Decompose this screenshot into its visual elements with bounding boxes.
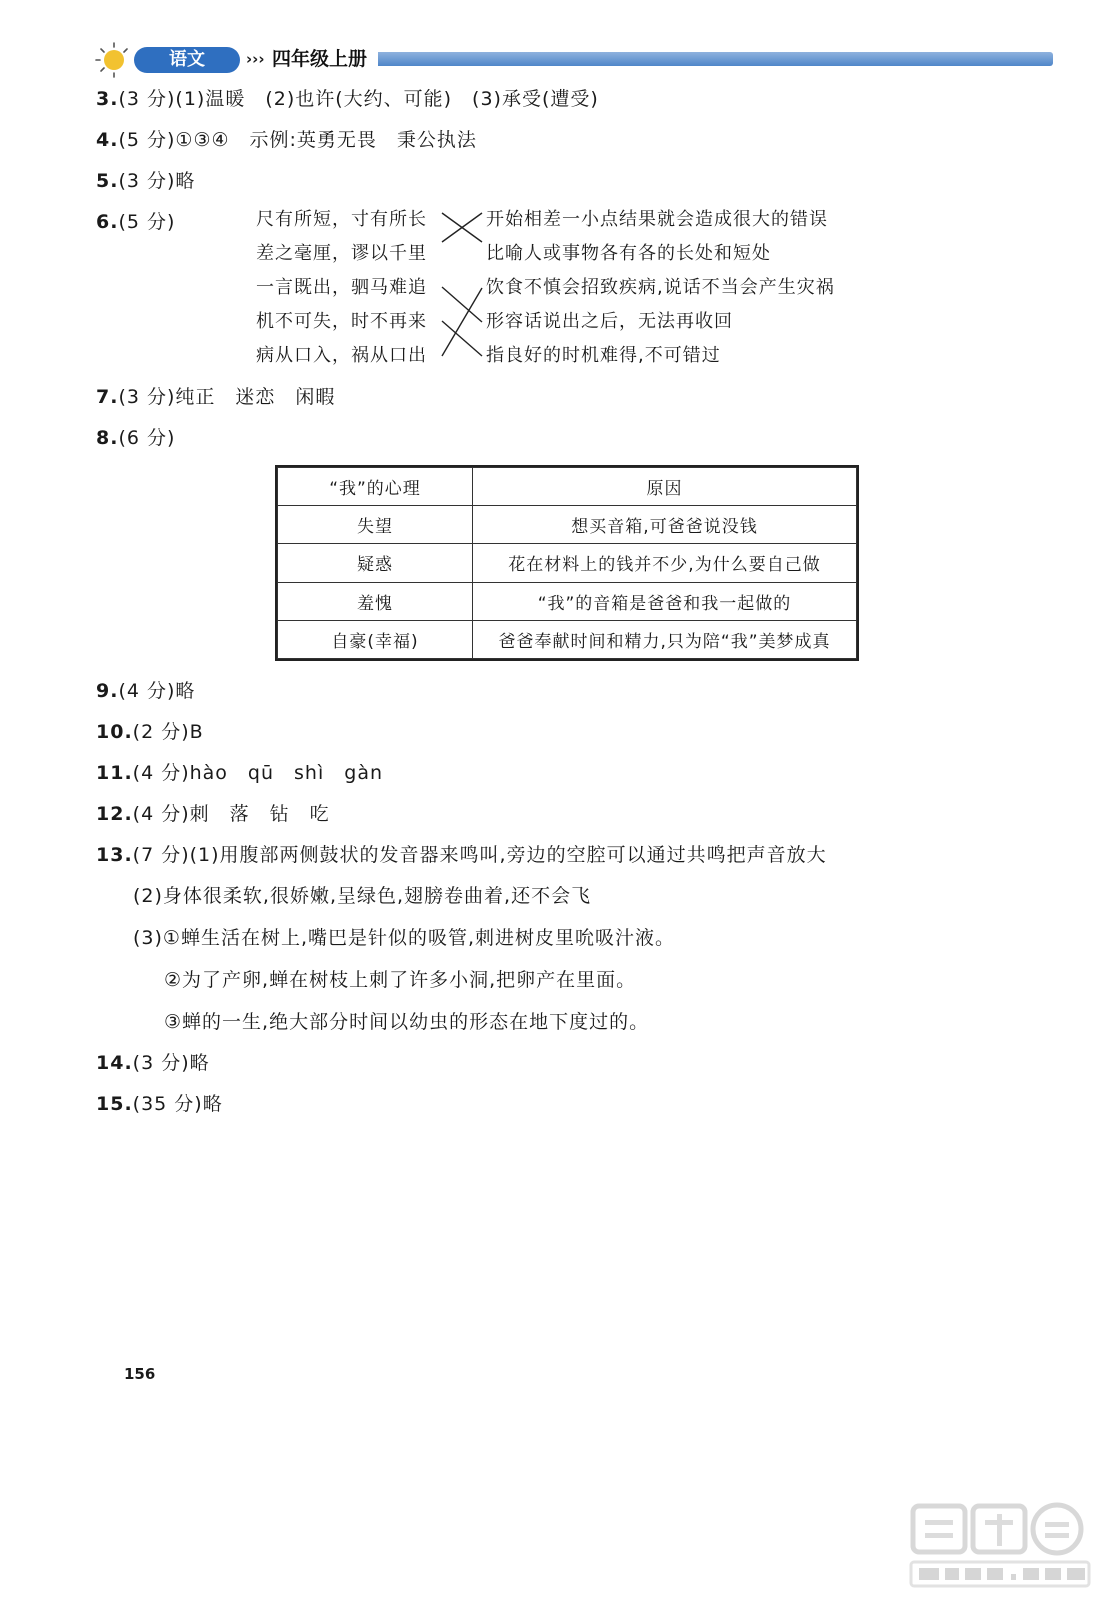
question-number: 3. — [96, 88, 119, 110]
answer-text: (6 分) — [118, 427, 176, 449]
answer-text: (4 分)hào qū shì gàn — [132, 762, 384, 784]
question-number: 6. — [96, 211, 119, 233]
question-number: 14. — [96, 1052, 133, 1074]
subject-badge: 语文 — [134, 47, 240, 73]
table-row — [278, 620, 857, 658]
answer-q13-part3: (3)①蝉生活在树上,嘴巴是针似的吸管,刺进树皮里吮吸汁液。 — [133, 927, 676, 949]
header-bar — [378, 52, 1053, 66]
question-number: 12. — [96, 803, 133, 825]
question-number: 5. — [96, 170, 119, 192]
answer-text: (2 分)B — [132, 721, 204, 743]
answer-q13-part3-3: ③蝉的一生,绝大部分时间以幼虫的形态在地下度过的。 — [164, 1011, 650, 1033]
answer-text: (7 分)(1)用腹部两侧鼓状的发音器来鸣叫,旁边的空腔可以通过共鸣把声音放大 — [132, 844, 827, 866]
table-row — [278, 506, 857, 544]
table-cell: 爸爸奉献时间和精力,只为陪“我”美梦成真 — [473, 620, 857, 658]
answer-q8 — [96, 425, 175, 451]
answer-q12 — [96, 801, 330, 827]
table-header: “我”的心理 — [278, 468, 473, 506]
chevron-icon: ››› — [246, 50, 265, 68]
answer-text: (3 分)略 — [118, 170, 196, 192]
answer-q6 — [96, 209, 175, 235]
meaning-right-4: 形容话说出之后，无法再收回 — [486, 311, 733, 332]
question-number: 9. — [96, 680, 119, 702]
answer-text: (5 分)①③④ 示例:英勇无畏 秉公执法 — [118, 129, 477, 151]
meaning-right-2: 比喻人或事物各有各的长处和短处 — [486, 243, 771, 264]
answer-text: (4 分)刺 落 钻 吃 — [132, 803, 330, 825]
meaning-right-1: 开始相差一小点结果就会造成很大的错误 — [486, 209, 828, 230]
answer-text: (3 分)(1)温暖 (2)也许(大约、可能) (3)承受(遭受) — [118, 88, 599, 110]
page-header — [88, 40, 1056, 78]
answer-q11 — [96, 760, 383, 786]
answer-text: (4 分)略 — [118, 680, 196, 702]
question-number: 7. — [96, 386, 119, 408]
answer-q14 — [96, 1050, 210, 1076]
answer-q13-part2: (2)身体很柔软,很娇嫩,呈绿色,翅膀卷曲着,还不会飞 — [133, 885, 592, 907]
matching-lines — [438, 205, 486, 375]
table-cell: 失望 — [278, 506, 473, 544]
question-number: 4. — [96, 129, 119, 151]
match-line-4-5 — [442, 321, 482, 356]
question-number: 10. — [96, 721, 133, 743]
answer-q10 — [96, 719, 204, 745]
meaning-right-3: 饮食不慎会招致疾病,说话不当会产生灾祸 — [486, 277, 835, 298]
watermark-logo — [905, 1500, 1095, 1592]
page-number: 156 — [124, 1365, 156, 1383]
table-cell: 花在材料上的钱并不少,为什么要自己做 — [473, 544, 857, 582]
table-header-row — [278, 468, 857, 506]
table-row — [278, 544, 857, 582]
answer-text: (3 分)纯正 迷恋 闲暇 — [118, 386, 336, 408]
idiom-left-1: 尺有所短，寸有所长 — [256, 209, 427, 230]
idiom-left-5: 病从口入，祸从口出 — [256, 345, 427, 366]
match-line-5-3 — [442, 288, 482, 356]
sun-icon — [88, 40, 134, 80]
answer-q15 — [96, 1091, 223, 1117]
table-cell: 自豪(幸福) — [278, 620, 473, 658]
answer-q7 — [96, 384, 335, 410]
answer-q3 — [96, 86, 599, 112]
idiom-left-2: 差之毫厘，谬以千里 — [256, 243, 427, 264]
answer-q13-part3-2: ②为了产卵,蝉在树枝上刺了许多小洞,把卵产在里面。 — [164, 969, 637, 991]
answer-q4 — [96, 127, 477, 153]
question-number: 15. — [96, 1093, 133, 1115]
meaning-right-5: 指良好的时机难得,不可错过 — [486, 345, 721, 366]
idiom-left-3: 一言既出，驷马难追 — [256, 277, 427, 298]
psychology-table — [275, 465, 859, 661]
answer-text: (5 分) — [118, 211, 176, 233]
answer-text: (35 分)略 — [132, 1093, 223, 1115]
table-cell: 想买音箱,可爸爸说没钱 — [473, 506, 857, 544]
grade-label: 四年级上册 — [272, 48, 368, 70]
table-header: 原因 — [473, 468, 857, 506]
idiom-left-4: 机不可失，时不再来 — [256, 311, 427, 332]
match-line-3-4 — [442, 287, 482, 322]
question-number: 13. — [96, 844, 133, 866]
table-cell: “我”的音箱是爸爸和我一起做的 — [473, 582, 857, 620]
question-number: 8. — [96, 427, 119, 449]
answer-text: (3 分)略 — [132, 1052, 210, 1074]
table-row — [278, 582, 857, 620]
table-cell: 羞愧 — [278, 582, 473, 620]
answer-q9 — [96, 678, 195, 704]
answer-q13 — [96, 842, 827, 868]
table-cell: 疑惑 — [278, 544, 473, 582]
question-number: 11. — [96, 762, 133, 784]
answer-q5 — [96, 168, 195, 194]
